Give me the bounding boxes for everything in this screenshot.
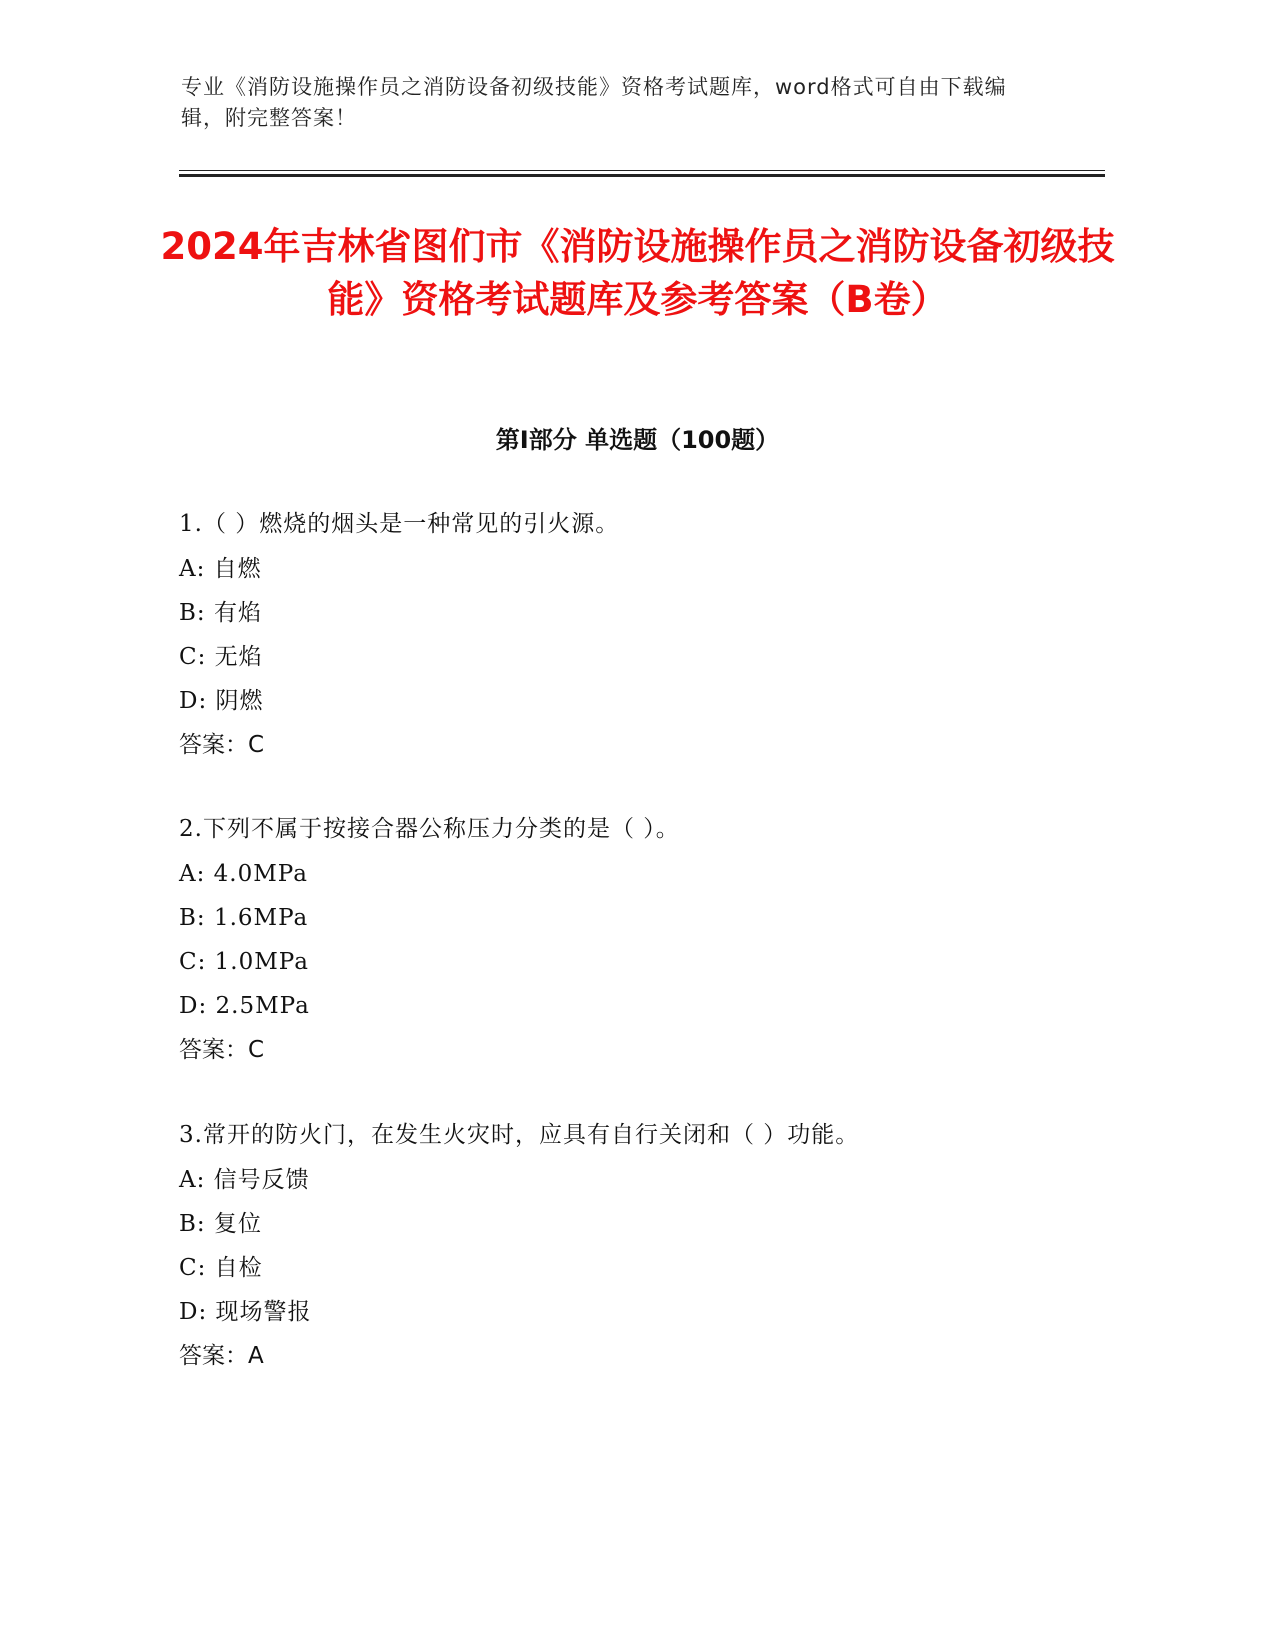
answer: 答案：A — [179, 1343, 264, 1369]
section-title: 第Ⅰ部分 单选题（100题） — [495, 426, 780, 454]
answer: 答案：C — [179, 1037, 265, 1063]
answer: 答案：C — [179, 732, 265, 758]
question-stem: 3.常开的防火门，在发生火灾时，应具有自行关闭和（ ）功能。 — [179, 1122, 860, 1148]
header-rule-thick — [179, 174, 1105, 177]
option-d: D: 阴燃 — [179, 688, 264, 714]
option-a: A: 自燃 — [179, 556, 262, 582]
header-rule-thin — [179, 170, 1105, 171]
option-a: A: 4.0MPa — [179, 861, 308, 887]
question-3 — [179, 1112, 1099, 1378]
header-note: 专业《消防设施操作员之消防设备初级技能》资格考试题库，word格式可自由下载编辑，附完整答案！ — [181, 75, 1007, 130]
option-b: B: 复位 — [179, 1211, 262, 1237]
option-d: D: 现场警报 — [179, 1299, 312, 1325]
option-c: C: 1.0MPa — [179, 949, 309, 975]
option-b: B: 有焰 — [179, 600, 262, 626]
question-stem: 2.下列不属于按接合器公称压力分类的是（ ）。 — [179, 816, 680, 842]
option-a: A: 信号反馈 — [179, 1167, 310, 1193]
document-title: 2024年吉林省图们市《消防设施操作员之消防设备初级技能》资格考试题库及参考答案（B卷） — [160, 225, 1115, 321]
question-2 — [179, 806, 1099, 1072]
question-stem: 1.（ ）燃烧的烟头是一种常见的引火源。 — [179, 511, 620, 537]
question-1 — [179, 501, 1099, 767]
option-b: B: 1.6MPa — [179, 905, 309, 931]
option-c: C: 自检 — [179, 1255, 263, 1281]
option-c: C: 无焰 — [179, 644, 263, 670]
option-d: D: 2.5MPa — [179, 993, 310, 1019]
